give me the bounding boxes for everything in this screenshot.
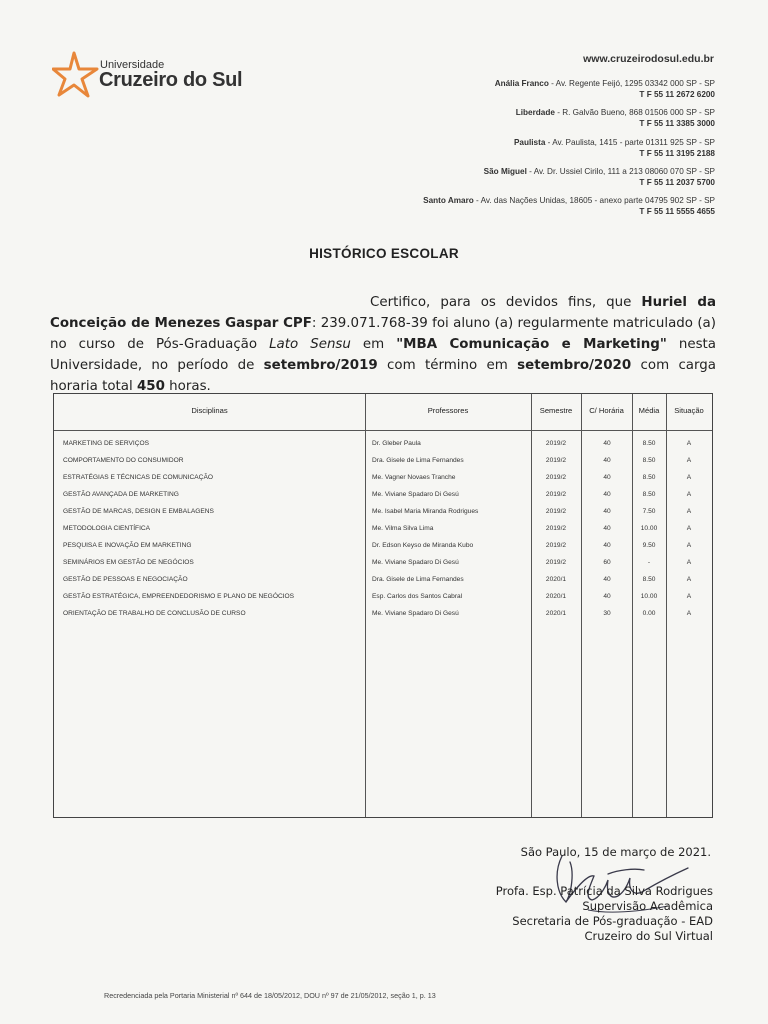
- grade-cell: 8.50: [642, 457, 656, 464]
- website-url: www.cruzeirodosul.edu.br: [583, 53, 714, 65]
- status-cell: A: [686, 525, 692, 532]
- campus-address: Paulista - Av. Paulista, 1415 - parte 01311 925 SP - SP T F 55 11 3195 2188: [513, 138, 715, 158]
- signatory-unit: Cruzeiro do Sul Virtual: [584, 929, 713, 943]
- campus-address: Santo Amaro - Av. das Nações Unidas, 18605 - anexo parte 04795 902 SP - SP T F 55 11 5555 4655: [423, 196, 715, 216]
- signatory-name: Profa. Esp. Patrícia da Silva Rodrigues: [495, 884, 713, 898]
- professor-cell: Me. Viviane Spadaro Di Gesú: [372, 559, 459, 566]
- table-row: [54, 504, 712, 521]
- grade-cell: 9.50: [642, 542, 656, 549]
- semester-cell: 2019/2: [545, 508, 567, 515]
- signatory-block: [496, 884, 713, 944]
- semester-cell: 2019/2: [545, 559, 567, 566]
- status-cell: A: [686, 542, 692, 549]
- grade-cell: 8.50: [642, 474, 656, 481]
- discipline-cell: GESTÃO DE PESSOAS E NEGOCIAÇÃO: [63, 576, 188, 583]
- semester-cell: 2019/2: [545, 440, 567, 447]
- semester-cell: 2020/1: [545, 610, 567, 617]
- professor-cell: Me. Vilma Silva Lima: [372, 525, 434, 532]
- logo-text-line1: Universidade: [100, 59, 165, 71]
- hours-cell: 40: [603, 457, 611, 464]
- semester-cell: 2020/1: [545, 576, 567, 583]
- professor-cell: Me. Viviane Spadaro Di Gesú: [372, 610, 459, 617]
- header-disciplinas: Disciplinas: [191, 406, 228, 415]
- certification-paragraph: Certifico, para os devidos fins, que Huriel da Conceição de Menezes Gaspar CPF: 239.071.768-39 foi aluno (a) regularmente matriculado (a) no curso de Pós-Graduação Lato Sensu em "MBA Comunicação e Marketing" nesta Universidade, no período de setembro/2019 com término em setembro/2020 com carga horaria total 450 horas.: [50, 295, 717, 394]
- grade-cell: 7.50: [642, 508, 656, 515]
- table-row: [54, 538, 712, 555]
- discipline-cell: GESTÃO AVANÇADA DE MARKETING: [63, 491, 179, 498]
- header-semestre: Semestre: [539, 406, 573, 415]
- discipline-cell: ESTRATÉGIAS E TÉCNICAS DE COMUNICAÇÃO: [63, 474, 213, 481]
- grades-table: [53, 393, 713, 818]
- semester-cell: 2019/2: [545, 491, 567, 498]
- table-row: [54, 589, 712, 606]
- grade-cell: 10.00: [640, 525, 658, 532]
- status-cell: A: [686, 593, 692, 600]
- hours-cell: 30: [603, 610, 611, 617]
- professor-cell: Dr. Gleber Paula: [372, 440, 421, 447]
- status-cell: A: [686, 491, 692, 498]
- university-logo: [52, 50, 282, 100]
- signatory-dept: Secretaria de Pós-graduação - EAD: [512, 914, 713, 928]
- status-cell: A: [686, 559, 692, 566]
- hours-cell: 40: [603, 491, 611, 498]
- hours-cell: 40: [603, 542, 611, 549]
- professor-cell: Me. Viviane Spadaro Di Gesú: [372, 491, 459, 498]
- footer-accreditation: Recredenciada pela Portaria Ministerial nº 644 de 18/05/2012, DOU nº 97 de 21/05/2012, seção 1, p. 13: [104, 991, 436, 1000]
- date-line: São Paulo, 15 de março de 2021.: [520, 845, 711, 859]
- discipline-cell: MARKETING DE SERVIÇOS: [63, 440, 149, 447]
- discipline-cell: GESTÃO ESTRATÉGICA, EMPREENDEDORISMO E PLANO DE NEGÓCIOS: [63, 593, 295, 600]
- header-carga-horaria: C/ Horária: [589, 406, 624, 415]
- semester-cell: 2019/2: [545, 525, 567, 532]
- campus-address: Anália Franco - Av. Regente Feijó, 1295 03342 000 SP - SP T F 55 11 2672 6200: [494, 79, 715, 99]
- discipline-cell: SEMINÁRIOS EM GESTÃO DE NEGÓCIOS: [63, 559, 194, 566]
- table-row: [54, 436, 712, 453]
- logo-text-line2: Cruzeiro do Sul: [99, 69, 243, 91]
- campus-address: São Miguel - Av. Dr. Ussiel Cirilo, 111 a 213 08060 070 SP - SP T F 55 11 2037 5700: [483, 167, 715, 187]
- professor-cell: Esp. Carlos dos Santos Cabral: [372, 593, 463, 600]
- discipline-cell: PESQUISA E INOVAÇÃO EM MARKETING: [63, 542, 192, 549]
- hours-cell: 40: [603, 440, 611, 447]
- semester-cell: 2020/1: [545, 593, 567, 600]
- document-title: HISTÓRICO ESCOLAR: [309, 246, 459, 261]
- table-row: [54, 487, 712, 504]
- grade-cell: 8.50: [642, 491, 656, 498]
- hours-cell: 40: [603, 474, 611, 481]
- grade-cell: 0.00: [642, 610, 656, 617]
- discipline-cell: METODOLOGIA CIENTÍFICA: [63, 525, 151, 532]
- semester-cell: 2019/2: [545, 542, 567, 549]
- hours-cell: 40: [603, 593, 611, 600]
- discipline-cell: ORIENTAÇÃO DE TRABALHO DE CONCLUSÃO DE CURSO: [63, 610, 246, 617]
- status-cell: A: [686, 474, 692, 481]
- status-cell: A: [686, 576, 692, 583]
- status-cell: A: [686, 440, 692, 447]
- header-situacao: Situação: [674, 406, 704, 415]
- semester-cell: 2019/2: [545, 457, 567, 464]
- professor-cell: Me. Isabel Maria Miranda Rodrigues: [372, 508, 479, 515]
- table-row: [54, 521, 712, 538]
- hours-cell: 60: [603, 559, 611, 566]
- status-cell: A: [686, 457, 692, 464]
- hours-cell: 40: [603, 508, 611, 515]
- professor-cell: Me. Vagner Novaes Tranche: [372, 474, 456, 481]
- campus-address: Liberdade - R. Galvão Bueno, 868 01506 000 SP - SP T F 55 11 3385 3000: [515, 108, 715, 128]
- table-row: [54, 470, 712, 487]
- signatory-role: Supervisão Acadêmica: [582, 899, 713, 913]
- hours-cell: 40: [603, 525, 611, 532]
- table-row: [54, 572, 712, 589]
- grade-cell: 10.00: [640, 593, 658, 600]
- table-row: [54, 453, 712, 470]
- semester-cell: 2019/2: [545, 474, 567, 481]
- header-professores: Professores: [427, 406, 469, 415]
- status-cell: A: [686, 610, 692, 617]
- discipline-cell: COMPORTAMENTO DO CONSUMIDOR: [63, 457, 184, 464]
- grade-cell: 8.50: [642, 440, 656, 447]
- hours-cell: 40: [603, 576, 611, 583]
- professor-cell: Dr. Edson Keyso de Miranda Kubo: [372, 542, 474, 549]
- professor-cell: Dra. Gisele de Lima Fernandes: [372, 576, 464, 583]
- status-cell: A: [686, 508, 692, 515]
- grade-cell: 8.50: [642, 576, 656, 583]
- table-row: [54, 606, 712, 623]
- grade-cell: -: [647, 559, 651, 566]
- header-media: Média: [638, 406, 660, 415]
- professor-cell: Dra. Gisele de Lima Fernandes: [372, 457, 464, 464]
- discipline-cell: GESTÃO DE MARCAS, DESIGN E EMBALAGENS: [63, 508, 214, 515]
- star-logo-icon: [52, 50, 100, 98]
- table-row: [54, 555, 712, 572]
